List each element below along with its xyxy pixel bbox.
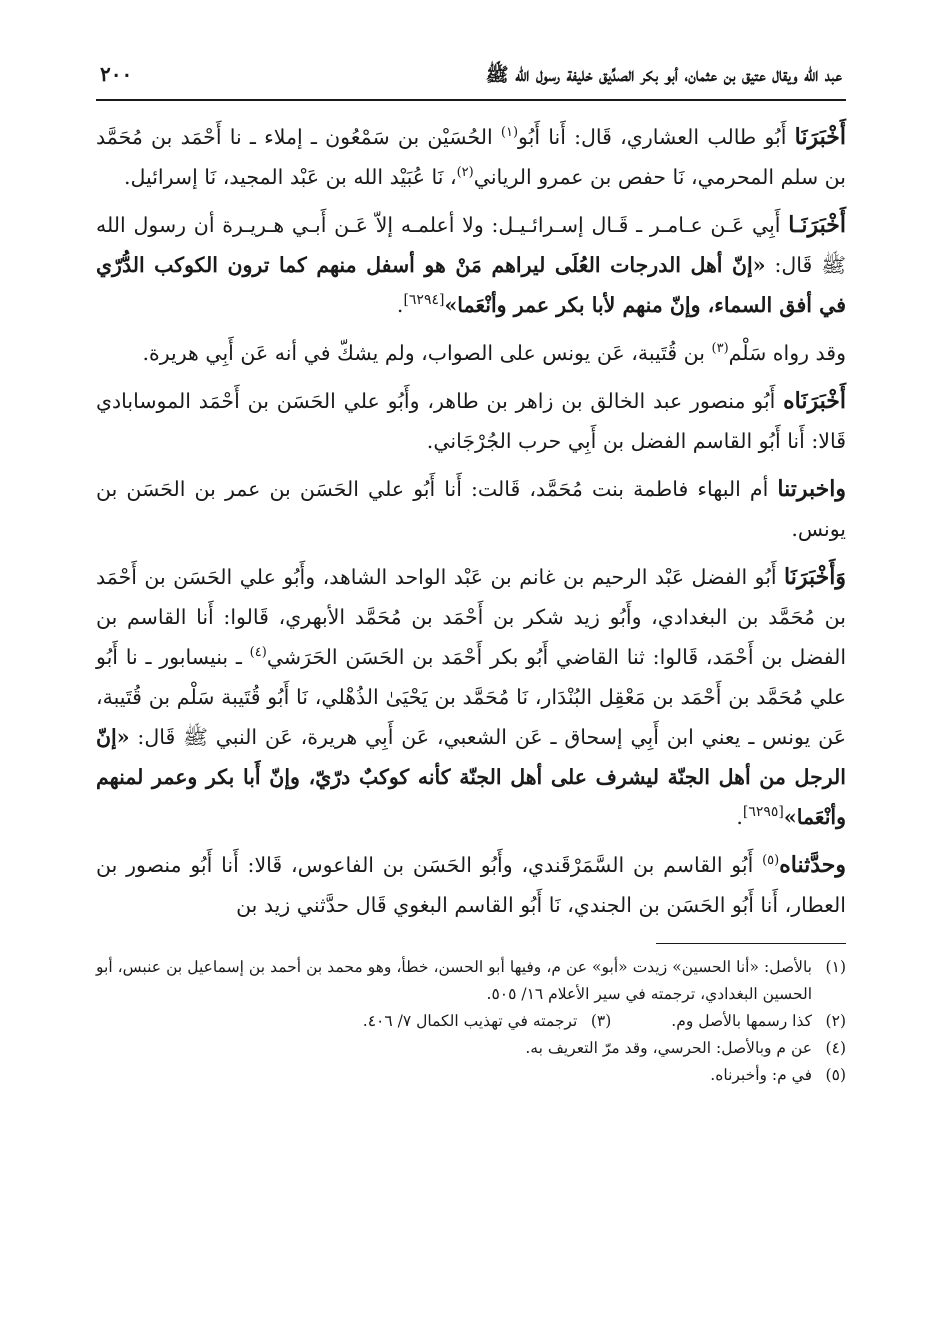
paragraph-lead-word: واخبرتنا bbox=[777, 476, 846, 502]
footnote-4 bbox=[96, 1035, 846, 1062]
paragraph-text: أَبُو القاسم بن السَّمَرْقَندي، وأَبُو الحَسَن بن الفاعوس، قَالا: أَنا أَبُو منصور بن العطار، أَنا أَبُو الحَسَن بن الجندي، نَا أَبُو القاسم البغوي قَال حدَّثني زيد بن bbox=[96, 853, 846, 917]
paragraph-text: أَبُو الفضل عَبْد الرحيم بن غانم بن عَبْد الواحد الشاهد، وأَبُو علي الحَسَن بن أَحْمَد بن مُحَمَّد بن البغدادي، وأَبُو زيد شكر بن أَحْمَد بن مُحَمَّد الأبهري، قَالوا: أَنا القاسم بن الفضل بن أَحْمَد، قَالوا: ثنا القاضي أَبُو بكر أَحْمَد بن الحَسَن الحَرَشي bbox=[96, 565, 847, 669]
paragraph-text: . bbox=[736, 805, 743, 829]
paragraph-lead-word: أَخْبَرَنَـا bbox=[788, 212, 846, 238]
paragraph-lead-word: أَخْبَرَنَا bbox=[794, 124, 846, 150]
paragraph-text: أم البهاء فاطمة بنت مُحَمَّد، قَالت: أَنا أَبُو علي الحَسَن بن عمر بن الحَسَن بن يونس. bbox=[96, 477, 846, 541]
paragraph-text: أَبُو منصور عبد الخالق بن زاهر بن طاهر، وأَبُو علي الحَسَن بن أَحْمَد الموسابادي قَالا: أَنا أَبُو القاسم الفضل بن أَبِي حرب الجُرْجَاني. bbox=[96, 389, 846, 453]
footnote-number: (١) bbox=[825, 958, 846, 976]
paragraph-text: ، نَا عُبَيْد الله بن عَبْد المجيد، نَا إسرائيل. bbox=[123, 165, 457, 189]
paragraph-lead-word: وحدَّثناه bbox=[779, 852, 846, 878]
paragraph-text: أَبِي عَـن عـامـر ـ قَـال إسـرائـيـل: ولا أعلمـه إلاّ عَـن أَبـي هـريـرة أن رسول الله ﷺ قَال: bbox=[96, 213, 846, 277]
paragraph bbox=[96, 845, 846, 925]
main-text bbox=[96, 117, 846, 925]
hadith-number: [٦٢٩٤] bbox=[403, 292, 445, 309]
paragraph bbox=[96, 557, 846, 837]
footnote-text: عن م وبالأصل: الحرسي، وقد مرّ التعريف به. bbox=[525, 1039, 812, 1057]
running-title: عبد الله ويقال عتيق بن عثمان، أبو بكر الصدِّيق خليفة رسول الله ﷺ bbox=[485, 64, 842, 86]
footnote-2 bbox=[671, 1008, 846, 1035]
running-header bbox=[96, 62, 846, 101]
paragraph bbox=[96, 333, 846, 373]
footnote-number: (٣) bbox=[590, 1012, 612, 1030]
hadith-number: [٦٢٩٥] bbox=[742, 804, 784, 821]
paragraph-text: ـ بنيسابور ـ نا أَبُو علي مُحَمَّد بن أَحْمَد بن مَعْقِل البُنْدَار، نَا مُحَمَّد بن يَحْيَىٰ الذُهْلي، نَا أَبُو قُتَيبة سَلْم بن قُتَيبة، عَن يونس ـ يعني ابن أَبِي إسحاق ـ عَن الشعبي، عَن أَبِي هريرة، عَن النبي ﷺ قَال: bbox=[96, 645, 846, 749]
footnote-number: (٥) bbox=[825, 1066, 846, 1084]
paragraph-lead-word: وَأَخْبَرَنَا bbox=[784, 564, 846, 590]
footnote-marker: (٥) bbox=[762, 853, 780, 869]
paragraph bbox=[96, 117, 846, 197]
footnote-marker: (٣) bbox=[711, 341, 729, 357]
footnote-number: (٢) bbox=[825, 1012, 846, 1030]
footnote-marker: (٤) bbox=[249, 645, 267, 661]
footnotes bbox=[96, 954, 846, 1089]
footnote-divider bbox=[656, 943, 846, 944]
footnote-text: بالأصل: «أنا الحسين» زيدت «أبو» عن م، وفيها أبو الحسن، خطأ، وهو محمد بن أحمد بن إسماعيل بن عنبس، أبو الحسين البغدادي، ترجمته في سير الأعلام ١٦/ ٥٠٥. bbox=[96, 958, 812, 1003]
paragraph-text: وقد رواه سَلْم bbox=[728, 341, 846, 365]
page-number: ٢٠٠ bbox=[100, 62, 133, 86]
footnote-marker: (٢) bbox=[456, 165, 474, 181]
footnote-number: (٤) bbox=[825, 1039, 846, 1057]
paragraph bbox=[96, 469, 846, 549]
paragraph bbox=[96, 205, 846, 325]
footnote-1 bbox=[96, 954, 846, 1008]
footnote-row bbox=[96, 1008, 846, 1035]
footnote-5 bbox=[96, 1062, 846, 1089]
paragraph-text: أَبُو طالب العشاري، قَال: أَنا أَبُو bbox=[518, 125, 795, 149]
footnote-3 bbox=[363, 1008, 612, 1035]
paragraph-text: . bbox=[396, 293, 404, 317]
footnote-marker: (١) bbox=[500, 125, 519, 141]
footnote-text: كذا رسمها بالأصل وم. bbox=[671, 1012, 812, 1030]
footnote-text: في م: وأخبرناه. bbox=[710, 1066, 812, 1084]
book-page bbox=[96, 62, 846, 1089]
paragraph-text: بن قُتَيبة، عَن يونس على الصواب، ولم يشكّ في أنه عَن أَبِي هريرة. bbox=[142, 341, 712, 365]
hadith-quote: «إنّ الرجل من أهل الجنّة ليشرف على أهل الجنّة كأنه كوكبٌ درّيّ، وإنّ أَبا بكر وعمر لمنهم وأنْعَما» bbox=[96, 725, 846, 829]
paragraph bbox=[96, 381, 846, 461]
footnote-text: ترجمته في تهذيب الكمال ٧/ ٤٠٦. bbox=[362, 1012, 578, 1030]
paragraph-lead-word: أَخْبَرَنَاه bbox=[783, 388, 846, 414]
paragraph-text: الحُسَيْن بن سَمْعُون ـ إملاء ـ نا أَحْمَد بن مُحَمَّد بن سلم المحرمي، نَا حفص بن عمرو الرياني bbox=[96, 125, 846, 189]
hadith-quote: «إنّ أهل الدرجات العُلَى ليراهم مَنْ هو أسفل منهم كما ترون الكوكب الدُّرّي في أفق السماء، وإنّ منهم لأبا بكر عمر وأنْعَما» bbox=[96, 253, 846, 317]
